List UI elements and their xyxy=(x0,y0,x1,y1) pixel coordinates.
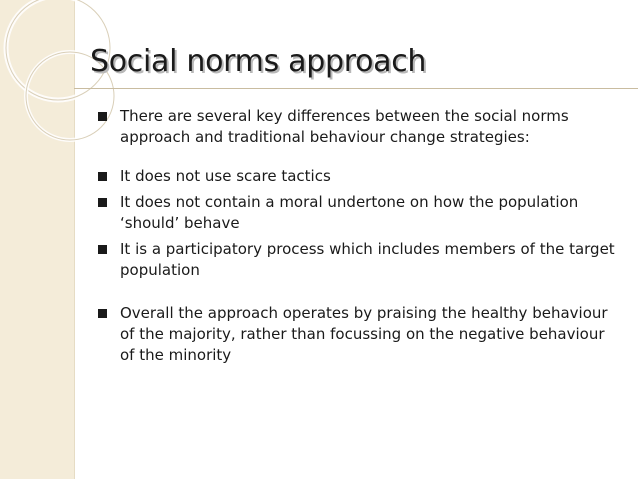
title-divider xyxy=(74,88,638,89)
slide-title: Social norms approach xyxy=(90,44,427,79)
square-bullet-icon xyxy=(98,172,107,181)
bullet-text: It does not contain a moral undertone on how the population ‘should’ behave xyxy=(120,193,579,232)
bullet-item xyxy=(98,192,618,234)
bullet-list xyxy=(98,106,618,366)
bullet-text: It does not use scare tactics xyxy=(120,167,331,185)
bullet-item xyxy=(98,106,618,148)
square-bullet-icon xyxy=(98,245,107,254)
bullet-text: There are several key differences between the social norms approach and traditional behaviour change strategies: xyxy=(120,107,569,146)
bullet-text: It is a participatory process which includes members of the target population xyxy=(120,240,615,279)
square-bullet-icon xyxy=(98,309,107,318)
square-bullet-icon xyxy=(98,198,107,207)
bullet-text: Overall the approach operates by praising the healthy behaviour of the majority, rather than focussing on the negative behaviour of the minority xyxy=(120,304,608,364)
bullet-item xyxy=(98,303,618,366)
bullet-item xyxy=(98,166,618,187)
square-bullet-icon xyxy=(98,112,107,121)
bullet-item xyxy=(98,239,618,281)
